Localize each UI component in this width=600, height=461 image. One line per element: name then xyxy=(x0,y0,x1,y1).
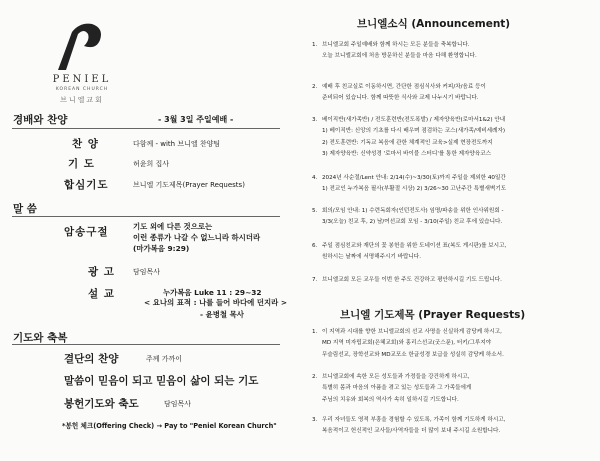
item-number: 3. xyxy=(312,417,318,423)
item-line: 3) 제자양육반: 신약성경 '로마서 바이블 스터디'를 통한 제자양육코스 xyxy=(322,150,492,157)
announcement-item xyxy=(312,275,592,286)
item-line: 2024년 사순절/Lent 안내: 2/14(수)~3/30(토)까지 주일을 제외한 40일간 xyxy=(322,175,506,181)
item-line: 1) 전교인 누가복음 필사(부활절 시상) 2) 3/26~30 고난주간 특별새벽기도 xyxy=(322,186,507,193)
item-line: 무슬림선교, 장학선교와 MD교포소 한글성경 보급을 성실히 감당케 하소서. xyxy=(322,351,504,358)
joint-prayer-label: 합심기도 xyxy=(64,179,109,191)
church-logo xyxy=(22,20,142,112)
prayer-request-item xyxy=(312,372,592,406)
item-line: 예배 후 친교실로 이동하시면, 간단한 점심식사와 커피/차/음료 등이 xyxy=(322,84,486,90)
item-line: 2) 전도훈련반: 기독교 복음에 관한 체계적인 교육>실제 현장전도까지 xyxy=(322,139,493,146)
joint-prayer-text: 브니엘 기도제목(Prayer Requests) xyxy=(133,181,245,189)
item-line: 주일 점심친교와 재단의 꽃 봉헌을 위한 도네이션 표(복도 게시판)를 보시고, xyxy=(322,243,507,249)
section-divider xyxy=(12,344,280,345)
section-divider xyxy=(12,128,280,129)
item-line: 복음적이고 헌신적인 교사들/사역자들을 더 많이 보내 주시길 소원합니다. xyxy=(322,428,501,435)
sermon-label: 설 교 xyxy=(88,288,115,300)
closing-hymn-text: 주께 가까이 xyxy=(146,355,183,363)
item-number: 2. xyxy=(312,374,318,380)
offering-text: 담임목사 xyxy=(164,400,192,408)
logo-name: PENIEL xyxy=(52,74,112,85)
prayer-request-item xyxy=(312,415,592,438)
prayer-text: 허윤희 집사 xyxy=(133,160,170,168)
prayer-label: 기 도 xyxy=(68,158,95,170)
item-number: 7. xyxy=(312,277,318,283)
peniel-logo-mark-icon xyxy=(50,20,114,72)
item-line: 회의/모임 안내: 1) 수련독회자(인턴전도사) 임명/파송을 위한 인사위원회 - xyxy=(322,208,504,214)
dedication-heading: 기도와 축복 xyxy=(13,332,68,344)
logo-korean: 브니엘교회 xyxy=(60,96,104,104)
praise-text: 다함께 - with 브니엘 찬양팀 xyxy=(133,140,221,148)
announcement-item xyxy=(312,40,592,63)
item-line: 1) 베이직반: 신앙의 기초를 다시 배우며 점검하는 코스(새가족/예비세례자) xyxy=(322,128,506,135)
service-date: - 3월 3일 주일예배 - xyxy=(158,115,234,124)
closing-hymn-label: 결단의 찬양 xyxy=(64,353,119,365)
item-number: 1. xyxy=(312,329,318,335)
word-heading: 말 씀 xyxy=(13,203,37,215)
item-number: 6. xyxy=(312,243,318,249)
sermon-scripture: 누가복음 Luke 11 : 29~32 xyxy=(163,288,262,297)
announcement-item xyxy=(312,173,592,196)
announcement-item xyxy=(312,241,592,264)
offering-label: 봉헌기도와 축도 xyxy=(64,398,139,410)
item-line: 주님의 치유와 회복의 역사가 속히 일하시길 기도합니다. xyxy=(322,396,459,403)
praise-label: 찬 양 xyxy=(72,138,99,150)
announcements-heading: 브니엘소식 (Announcement) xyxy=(357,18,511,30)
offering-check-note: *봉헌 체크(Offering Check) → Pay to "Peniel Korean Church" xyxy=(62,422,277,430)
recite-line: 기도 외에 다른 것으로는 xyxy=(133,222,213,231)
item-number: 1. xyxy=(312,42,318,48)
item-line: 베이직반(새가족반) / 전도훈련반(전도폭발) / 제자양육반(로마서1&2) 안내 xyxy=(322,117,506,123)
item-number: 2. xyxy=(312,84,318,90)
ad-text: 담임목사 xyxy=(133,268,161,276)
recite-line: (마가복음 9:29) xyxy=(133,244,190,253)
announcement-item xyxy=(312,115,592,160)
item-line: 원하시는 날짜에 서명해주시기 바랍니다. xyxy=(322,254,421,261)
item-line: 3/3(오늘) 친교 후, 2) 남/여선교회 모임 - 3/10(주일) 친교 후에 있습니다. xyxy=(322,219,503,226)
item-line: 오늘 브니엘교회에 처음 방문하신 분들을 마음 다해 환영합니다. xyxy=(322,53,477,60)
announcement-item xyxy=(312,206,592,229)
worship-heading: 경배와 찬양 xyxy=(13,114,68,126)
prayer-requests-heading: 브니엘 기도제목 (Prayer Requests) xyxy=(340,309,526,321)
item-number: 5. xyxy=(312,208,318,214)
prayer-request-item xyxy=(312,327,592,361)
item-line: 브니엘교회 주일예배와 함께 하시는 모든 분들을 축복합니다. xyxy=(322,42,470,48)
recite-line: 이런 종류가 나갈 수 없느니라 하시더라 xyxy=(133,233,261,242)
sermon-preacher: - 윤병철 목사 xyxy=(200,310,244,319)
section-divider xyxy=(12,216,280,217)
item-line: MD 지역 미자립교회(은혜교회)와 홍리스선교(굿스푼), 터키/그루지야 xyxy=(322,340,492,347)
item-number: 3. xyxy=(312,117,318,123)
item-line: 준비되어 있습니다. 함께 따뜻한 식사와 교제 나누시기 바랍니다. xyxy=(322,95,479,102)
item-line: 이 지역과 시대를 향한 브니엘교회의 선교 사명을 신실하게 감당케 하시고, xyxy=(322,329,502,335)
sermon-title: < 요나의 표적 : 나를 들어 바다에 던지라 > xyxy=(144,298,288,307)
recite-label: 암송구절 xyxy=(64,226,109,238)
logo-subtitle: KOREAN CHURCH xyxy=(55,87,109,92)
ad-label: 광 고 xyxy=(88,266,115,278)
item-line: 브니엘교회에 속한 모든 성도들과 가정들을 강건하게 하시고, xyxy=(322,374,470,380)
item-line: 우리 자녀들도 영적 부흥을 경험할 수 있도록, 가족이 함께 기도하게 하시고, xyxy=(322,417,506,423)
announcement-item xyxy=(312,82,592,105)
item-line: 브니엘교회 모든 교우들 이번 한 주도 건강하고 평안하시길 기도 드립니다. xyxy=(322,277,502,283)
item-number: 4. xyxy=(312,175,318,181)
item-line: 특별히 몸과 마음의 아픔을 겪고 있는 성도들과 그 가족들에게 xyxy=(322,385,472,392)
faith-prayer-label: 말씀이 믿음이 되고 믿음이 삶이 되는 기도 xyxy=(64,375,259,387)
